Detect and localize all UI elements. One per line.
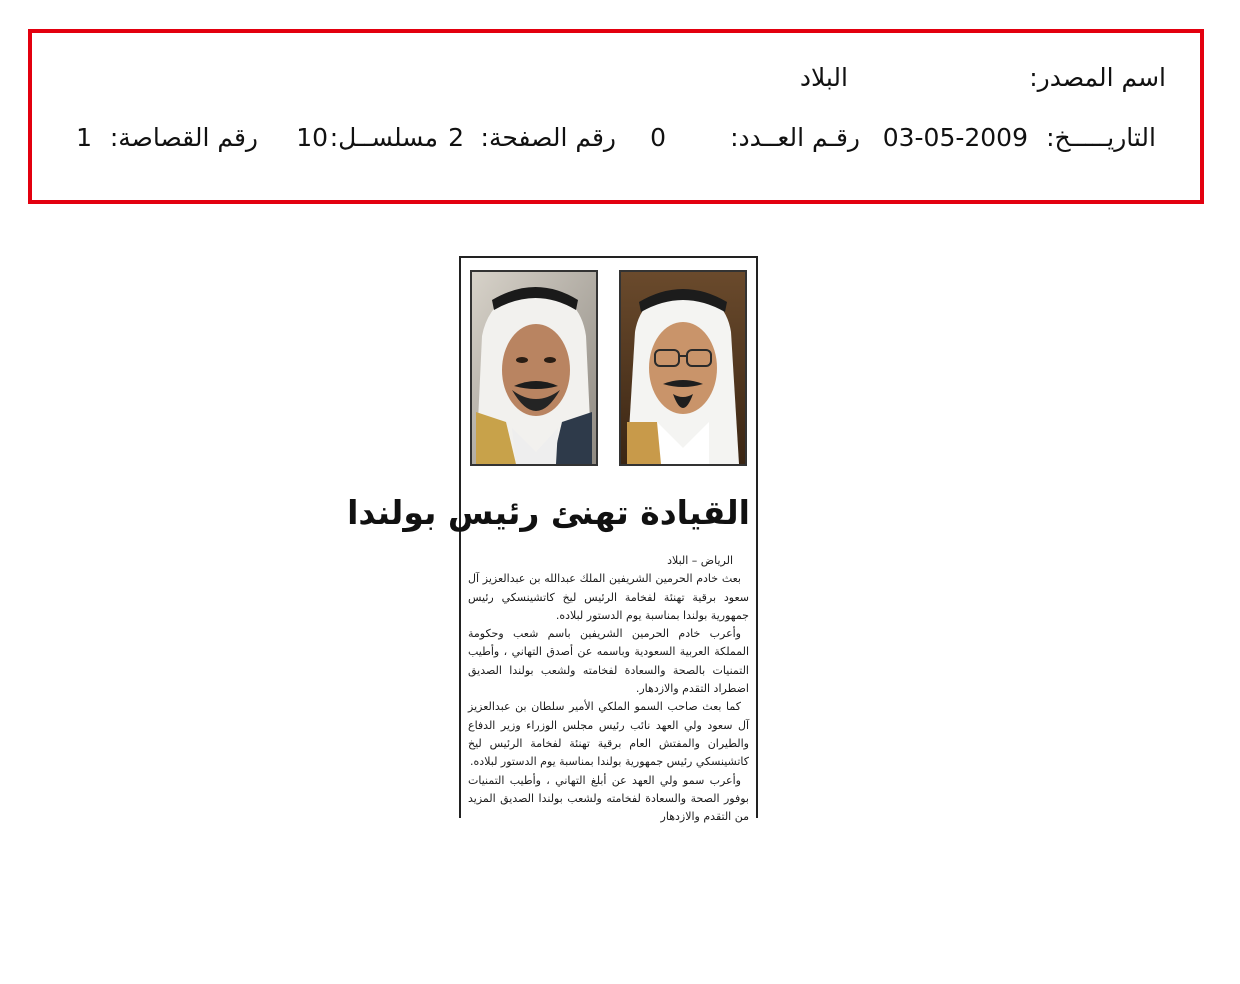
page-number-value: 2 <box>448 123 464 152</box>
newspaper-clipping <box>347 256 758 824</box>
article-byline: الرياض – البلاد <box>667 554 733 567</box>
issue-number-label: رقـم العــدد: <box>730 123 860 152</box>
portrait-photo-left <box>470 270 598 466</box>
portrait-left-image <box>472 272 596 464</box>
article-paragraph: وأعرب خادم الحرمين الشريفين باسم شعب وحكومة المملكة العربية السعودية وباسمه عن أصدق التهاني ، وأطيب التمنيات بالصحة والسعادة لفخامته ولشعب بولندا الصديق اضطراد التقدم والازدهار. <box>468 627 749 696</box>
portrait-right-image <box>621 272 745 464</box>
article-paragraph: بعث خادم الحرمين الشريفين الملك عبدالله بن عبدالعزيز آل سعود برقية تهنئة لفخامة الرئيس ليخ كاتشينسكي رئيس جمهورية بولندا بمناسبة يوم الدستور لبلاده. <box>468 572 749 622</box>
source-value: البلاد <box>799 63 848 92</box>
serial-value: 10 <box>296 123 328 152</box>
issue-number-value: 0 <box>650 123 666 152</box>
article-headline: القيادة تهنئ رئيس بولندا <box>347 493 750 532</box>
article-paragraph: وأعرب سمو ولي العهد عن أبلغ التهاني ، وأطيب التمنيات بوفور الصحة والسعادة لفخامته ولشعب بولندا الصديق المزيد من التقدم والازدهار <box>468 773 749 824</box>
serial-label: مسلســل: <box>329 123 438 152</box>
clip-number-value: 1 <box>76 123 92 152</box>
date-label: التاريـــــخ: <box>1046 123 1156 152</box>
date-value: 03-05-2009 <box>882 123 1028 152</box>
clipping-metadata-box <box>28 29 1204 204</box>
article-paragraph: كما بعث صاحب السمو الملكي الأمير سلطان بن عبدالعزيز آل سعود ولي العهد نائب رئيس مجلس الوزراء وزير الدفاع والطيران والمفتش العام برقية تهنئة لفخامة الرئيس ليخ كاتشينسكي رئيس جمهورية بولندا بمناسبة يوم الدستور لبلاده. <box>468 700 749 769</box>
portrait-photo-right <box>619 270 747 466</box>
clip-number-label: رقم القصاصة: <box>109 123 258 152</box>
source-label: اسم المصدر: <box>1029 63 1166 92</box>
page-number-label: رقم الصفحة: <box>480 123 616 152</box>
article-body <box>468 552 749 826</box>
